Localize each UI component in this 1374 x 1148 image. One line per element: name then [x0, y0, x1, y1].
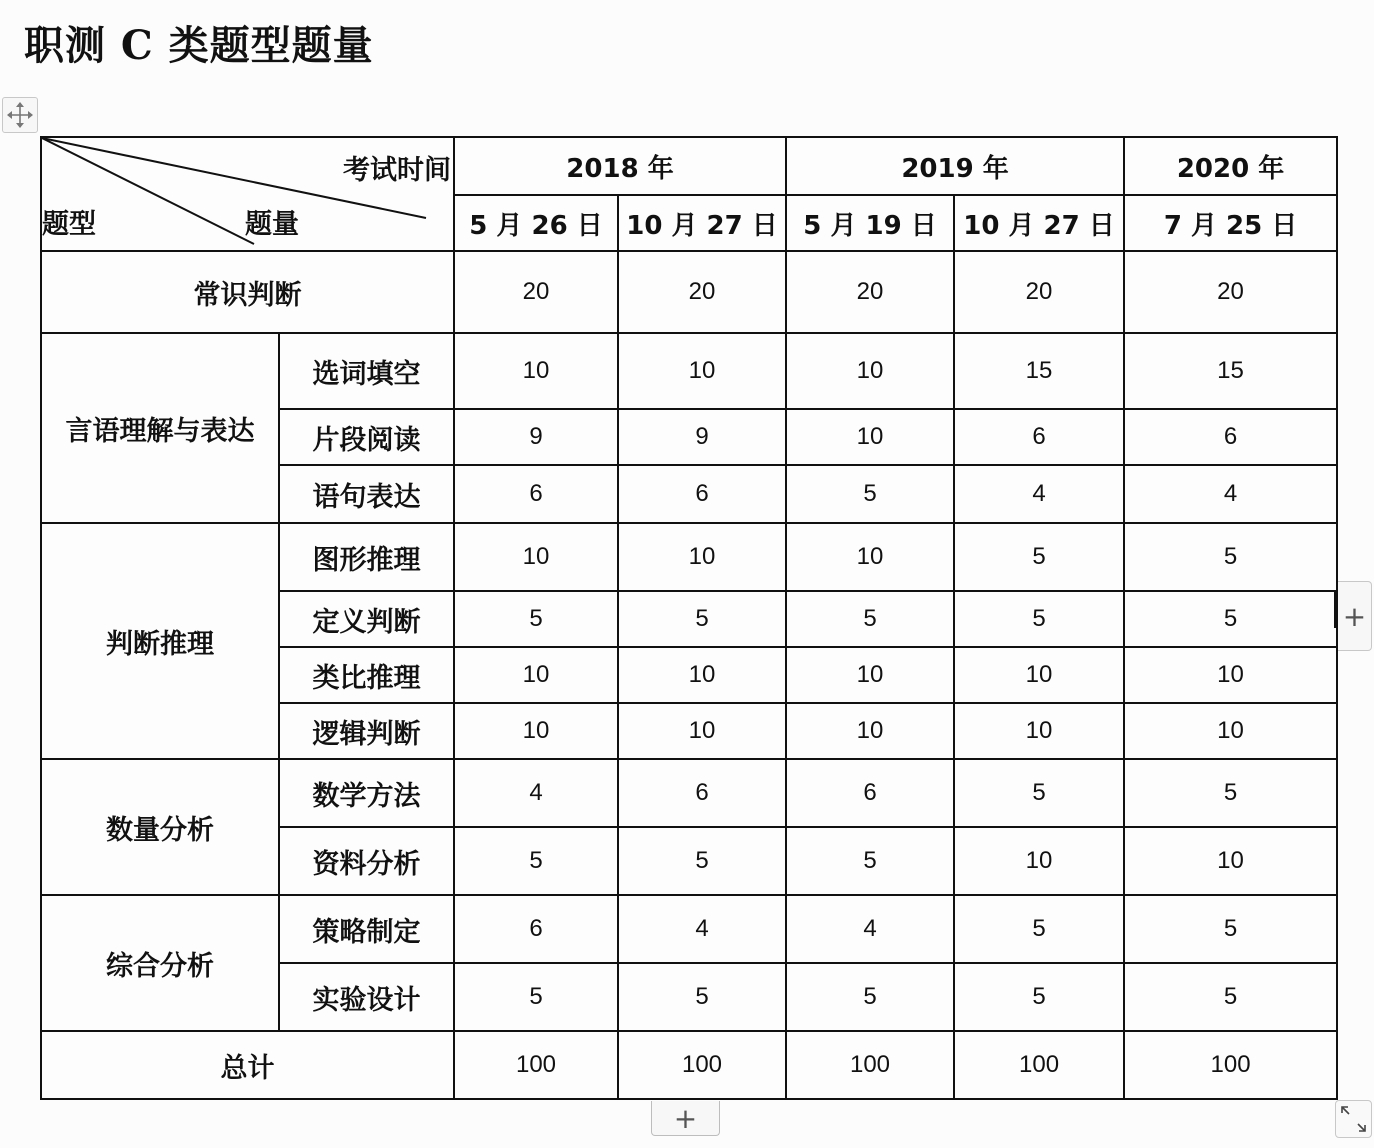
value-cell: 15	[954, 333, 1124, 409]
value-cell: 15	[1124, 333, 1337, 409]
value-cell: 20	[1124, 251, 1337, 333]
total-value-cell: 100	[454, 1031, 618, 1099]
value-cell: 5	[786, 591, 954, 647]
value-cell: 10	[454, 647, 618, 703]
value-cell: 5	[786, 827, 954, 895]
value-cell: 9	[618, 409, 786, 465]
subcategory-label: 图形推理	[279, 523, 454, 591]
value-cell: 6	[786, 759, 954, 827]
table-row	[41, 759, 1337, 827]
subcategory-label: 逻辑判断	[279, 703, 454, 759]
year-header-2019: 2019 年	[786, 137, 1124, 195]
value-cell: 5	[954, 523, 1124, 591]
header-question-type: 题型	[42, 209, 96, 240]
value-cell: 4	[1124, 465, 1337, 523]
page-title: 职测 C 类题型题量	[24, 22, 374, 69]
value-cell: 10	[786, 333, 954, 409]
table-move-handle[interactable]	[2, 97, 38, 133]
add-column-button[interactable]	[1338, 581, 1372, 651]
value-cell: 4	[954, 465, 1124, 523]
subcategory-label: 片段阅读	[279, 409, 454, 465]
subcategory-label: 语句表达	[279, 465, 454, 523]
value-cell: 4	[454, 759, 618, 827]
value-cell: 5	[618, 963, 786, 1031]
category-label: 判断推理	[41, 523, 279, 759]
value-cell: 5	[954, 895, 1124, 963]
value-cell: 5	[1124, 963, 1337, 1031]
value-cell: 10	[618, 333, 786, 409]
diagonal-header-cell	[41, 137, 454, 251]
table-row	[41, 895, 1337, 963]
value-cell: 6	[454, 895, 618, 963]
value-cell: 5	[954, 591, 1124, 647]
table-row-total	[41, 1031, 1337, 1099]
year-header-2020: 2020 年	[1124, 137, 1337, 195]
total-value-cell: 100	[786, 1031, 954, 1099]
value-cell: 4	[618, 895, 786, 963]
value-cell: 10	[786, 703, 954, 759]
value-cell: 5	[618, 591, 786, 647]
value-cell: 10	[618, 647, 786, 703]
table-row	[41, 251, 1337, 333]
value-cell: 5	[618, 827, 786, 895]
category-label: 数量分析	[41, 759, 279, 895]
value-cell: 5	[454, 827, 618, 895]
value-cell: 5	[1124, 591, 1337, 647]
value-cell: 5	[1124, 523, 1337, 591]
value-cell: 6	[618, 759, 786, 827]
total-value-cell: 100	[618, 1031, 786, 1099]
value-cell: 5	[786, 465, 954, 523]
value-cell: 10	[954, 827, 1124, 895]
date-header: 10 月 27 日	[618, 195, 786, 251]
value-cell: 10	[954, 703, 1124, 759]
date-header: 5 月 26 日	[454, 195, 618, 251]
category-label: 言语理解与表达	[41, 333, 279, 523]
value-cell: 20	[954, 251, 1124, 333]
value-cell: 5	[454, 591, 618, 647]
table-row	[41, 333, 1337, 409]
total-label: 总计	[41, 1031, 454, 1099]
value-cell: 10	[454, 333, 618, 409]
header-question-count: 题量	[245, 209, 299, 240]
category-label: 常识判断	[41, 251, 454, 333]
table-row	[41, 523, 1337, 591]
value-cell: 10	[454, 703, 618, 759]
value-cell: 10	[954, 647, 1124, 703]
value-cell: 4	[786, 895, 954, 963]
subcategory-label: 资料分析	[279, 827, 454, 895]
header-exam-time: 考试时间	[343, 155, 451, 186]
value-cell: 10	[454, 523, 618, 591]
subcategory-label: 策略制定	[279, 895, 454, 963]
value-cell: 20	[786, 251, 954, 333]
value-cell: 5	[454, 963, 618, 1031]
plus-icon: +	[673, 1101, 698, 1135]
resize-arrows-icon	[1336, 1101, 1371, 1137]
subcategory-label: 选词填空	[279, 333, 454, 409]
date-header: 10 月 27 日	[954, 195, 1124, 251]
total-value-cell: 100	[1124, 1031, 1337, 1099]
value-cell: 5	[1124, 759, 1337, 827]
subcategory-label: 类比推理	[279, 647, 454, 703]
date-header: 5 月 19 日	[786, 195, 954, 251]
value-cell: 20	[618, 251, 786, 333]
category-label: 综合分析	[41, 895, 279, 1031]
add-row-button[interactable]	[651, 1101, 720, 1136]
table-resize-handle[interactable]	[1335, 1100, 1372, 1138]
value-cell: 10	[1124, 647, 1337, 703]
value-cell: 10	[786, 409, 954, 465]
subcategory-label: 数学方法	[279, 759, 454, 827]
value-cell: 5	[1124, 895, 1337, 963]
plus-icon: +	[1342, 599, 1367, 633]
value-cell: 5	[786, 963, 954, 1031]
value-cell: 10	[618, 523, 786, 591]
value-cell: 10	[786, 647, 954, 703]
value-cell: 6	[954, 409, 1124, 465]
value-cell: 5	[954, 963, 1124, 1031]
value-cell: 6	[618, 465, 786, 523]
subcategory-label: 定义判断	[279, 591, 454, 647]
date-header: 7 月 25 日	[1124, 195, 1337, 251]
move-arrows-icon	[5, 100, 35, 130]
value-cell: 20	[454, 251, 618, 333]
question-count-table	[40, 136, 1338, 1100]
value-cell: 6	[1124, 409, 1337, 465]
value-cell: 5	[954, 759, 1124, 827]
value-cell: 10	[1124, 703, 1337, 759]
year-header-2018: 2018 年	[454, 137, 786, 195]
value-cell: 9	[454, 409, 618, 465]
value-cell: 10	[786, 523, 954, 591]
value-cell: 10	[1124, 827, 1337, 895]
subcategory-label: 实验设计	[279, 963, 454, 1031]
total-value-cell: 100	[954, 1031, 1124, 1099]
value-cell: 6	[454, 465, 618, 523]
value-cell: 10	[618, 703, 786, 759]
